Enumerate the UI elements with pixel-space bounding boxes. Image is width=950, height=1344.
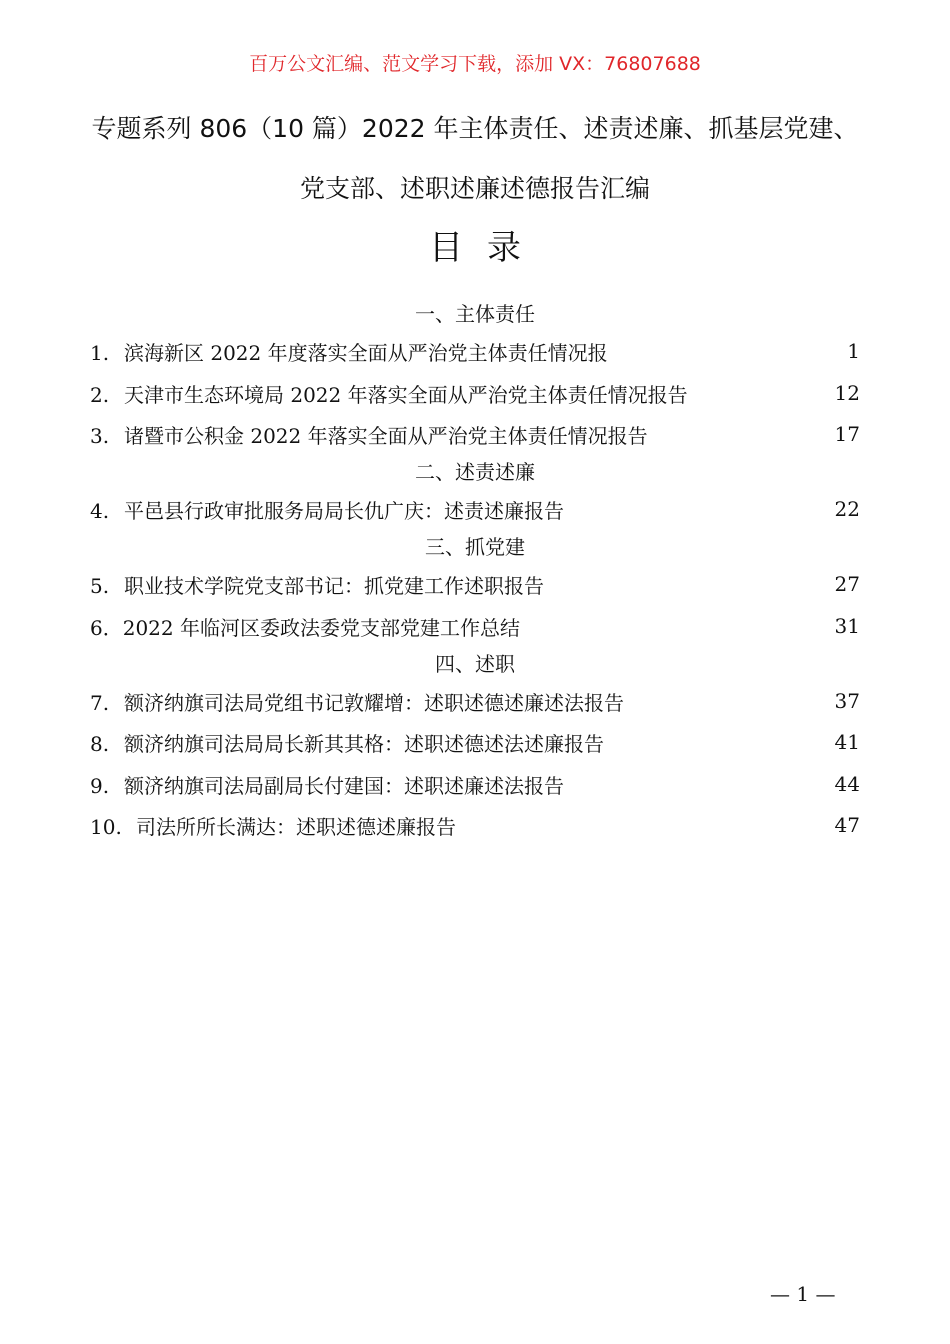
entry-number: 8. <box>90 731 110 756</box>
entry-number: 1. <box>90 340 110 365</box>
toc-section-heading: 三、抓党建 <box>425 535 525 559</box>
toc-entry[interactable] <box>90 769 860 799</box>
entry-page: 22 <box>834 497 860 521</box>
entry-page: 47 <box>834 813 860 837</box>
entry-title: 职业技术学院党支部书记：抓党建工作述职报告 <box>124 573 544 598</box>
toc-entry[interactable] <box>90 727 860 757</box>
entry-page: 12 <box>834 381 860 405</box>
entry-page: 1 <box>847 339 860 363</box>
entry-number: 2. <box>90 382 110 407</box>
toc-entry[interactable] <box>90 419 860 449</box>
entry-page: 44 <box>834 772 860 796</box>
entry-number: 3. <box>90 423 110 448</box>
document-title-line-2: 党支部、述职述廉述德报告汇编 <box>299 174 650 203</box>
toc-section-heading: 二、述责述廉 <box>415 460 535 484</box>
entry-number: 9. <box>90 773 110 798</box>
entry-title: 2022 年临河区委政法委党支部党建工作总结 <box>122 615 520 640</box>
entry-page: 41 <box>834 730 860 754</box>
entry-number: 10. <box>90 814 122 839</box>
toc-section-heading: 一、主体责任 <box>415 302 535 326</box>
toc-entry[interactable] <box>90 686 860 716</box>
entry-title: 额济纳旗司法局副局长付建国：述职述廉述法报告 <box>124 773 564 798</box>
entry-title: 额济纳旗司法局党组书记敦耀增：述职述德述廉述法报告 <box>124 690 624 715</box>
entry-number: 6． <box>90 615 123 640</box>
entry-title: 司法所所长满达：述职述德述廉报告 <box>136 814 456 839</box>
toc-entry[interactable] <box>90 378 860 408</box>
page-number-footer: — 1 — <box>770 1282 836 1306</box>
toc-entry[interactable] <box>90 569 860 599</box>
entry-number: 7. <box>90 690 110 715</box>
toc-section-heading: 四、述职 <box>435 652 515 676</box>
toc-entry[interactable] <box>90 336 860 366</box>
toc-entry[interactable] <box>90 810 860 840</box>
toc-entry[interactable] <box>90 494 860 524</box>
entry-number: 4. <box>90 498 110 523</box>
document-title-line-1: 专题系列 806（10 篇）2022 年主体责任、述责述廉、抓基层党建、 <box>91 114 859 143</box>
entry-title: 额济纳旗司法局局长新其其格：述职述德述法述廉报告 <box>124 731 604 756</box>
watermark-contact: 百万公文汇编、范文学习下载，添加 VX：76807688 <box>249 53 701 75</box>
entry-page: 17 <box>834 422 860 446</box>
entry-number: 5. <box>90 573 110 598</box>
entry-title: 滨海新区 2022 年度落实全面从严治党主体责任情况报 <box>124 340 608 365</box>
entry-title: 平邑县行政审批服务局局长仇广庆：述责述廉报告 <box>124 498 564 523</box>
entry-page: 27 <box>834 572 860 596</box>
entry-page: 37 <box>834 689 860 713</box>
entry-page: 31 <box>834 614 860 638</box>
entry-title: 天津市生态环境局 2022 年落实全面从严治党主体责任情况报告 <box>124 382 688 407</box>
entry-title: 诸暨市公积金 2022 年落实全面从严治党主体责任情况报告 <box>124 423 648 448</box>
toc-heading: 目录 <box>429 228 545 268</box>
toc-entry[interactable] <box>90 611 860 641</box>
